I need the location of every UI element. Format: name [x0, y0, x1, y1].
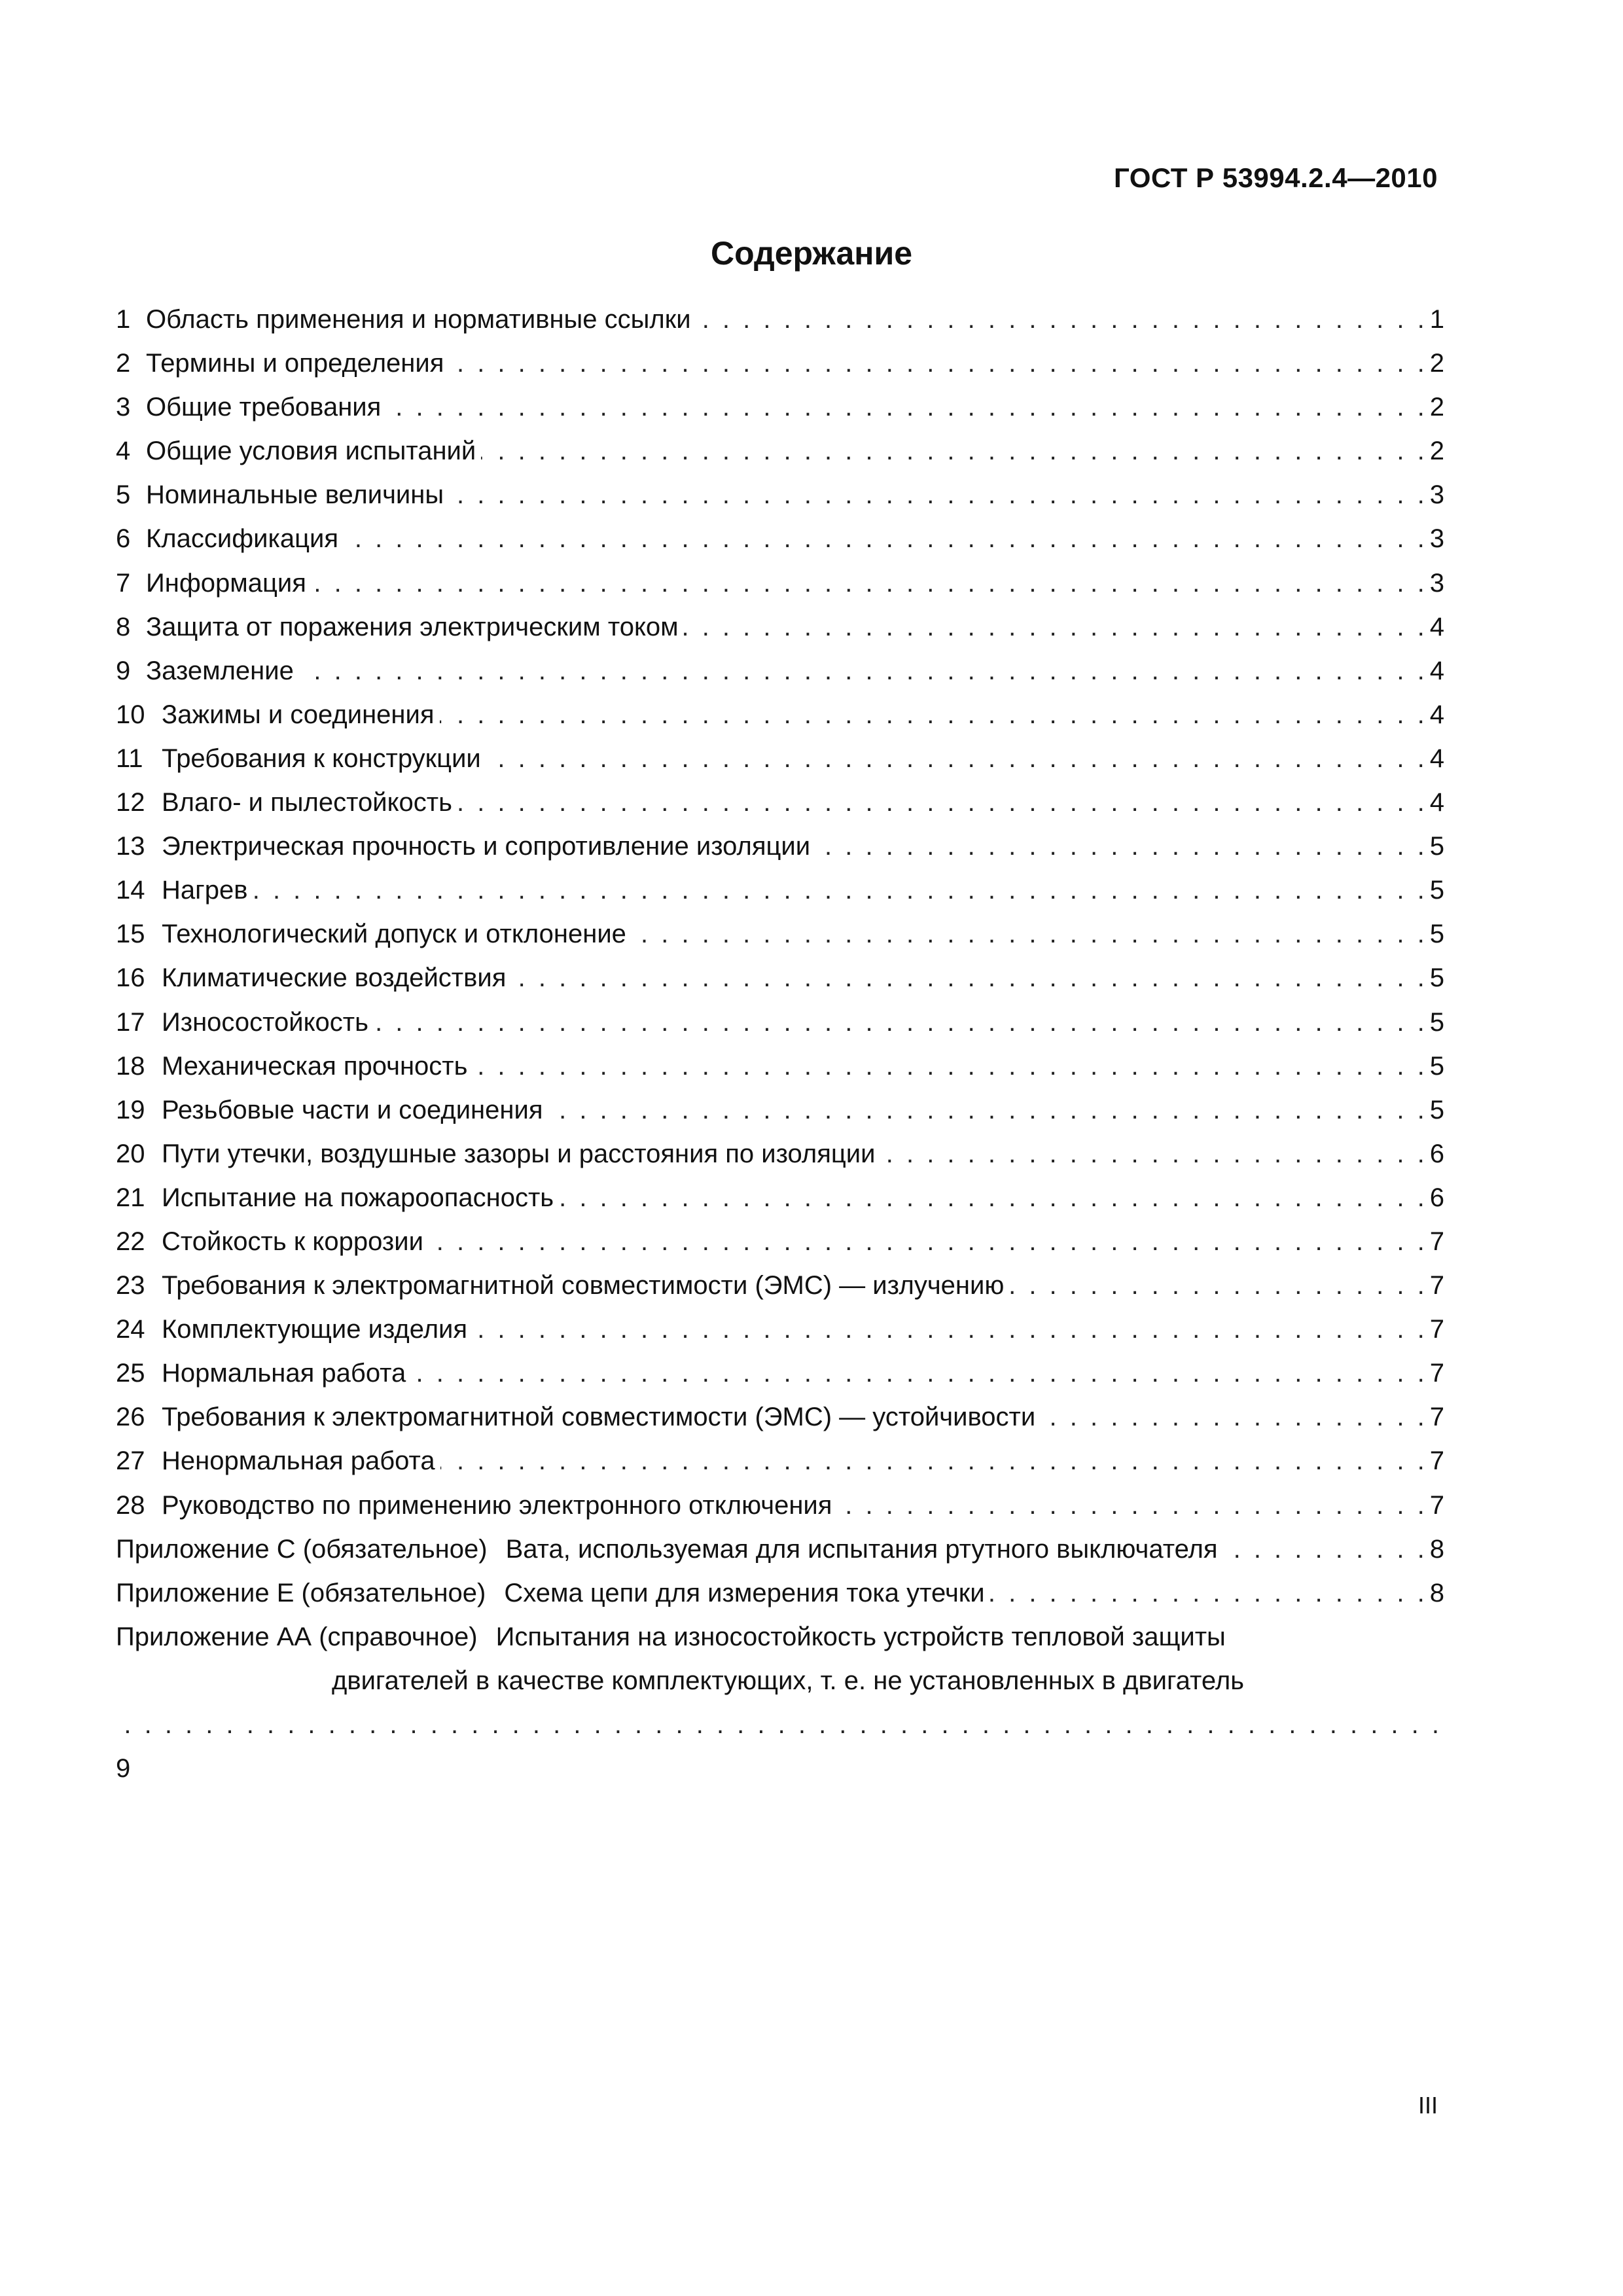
dot-leader: [696, 298, 1425, 342]
entry-title: Климатические воздействия: [162, 963, 507, 993]
entry-number: 21: [116, 1183, 145, 1212]
toc-entry[interactable]: [116, 1352, 1444, 1395]
entry-page: 7: [1429, 1446, 1444, 1476]
entry-page: 9: [116, 1754, 131, 1784]
entry-number: 2: [116, 349, 131, 378]
entry-page: 4: [1429, 612, 1444, 641]
entry-number: 27: [116, 1446, 145, 1476]
entry-title: Требования к конструкции: [162, 744, 481, 773]
dot-leader: [837, 1484, 1424, 1528]
document-code: ГОСТ Р 53994.2.4—2010: [1114, 162, 1438, 193]
entry-page: 8: [1429, 1534, 1444, 1564]
toc-annex-entry[interactable]: [116, 1571, 1444, 1615]
entry-title: Номинальные величины: [146, 480, 444, 510]
entry-title: Механическая прочность: [162, 1051, 468, 1081]
toc-entry[interactable]: [116, 605, 1444, 649]
toc-entry[interactable]: [116, 1264, 1444, 1308]
entry-number: 3: [116, 393, 131, 422]
annex-label: Приложение Е (обязательное): [116, 1578, 486, 1607]
entry-page: 7: [1429, 1490, 1444, 1520]
entry-title: Требования к электромагнитной совместимости (ЭМС) — излучению: [162, 1271, 1005, 1300]
toc-entry[interactable]: [116, 825, 1444, 869]
dot-leader: [449, 342, 1424, 386]
entry-title: Термины и определения: [146, 349, 444, 378]
toc-entry[interactable]: [116, 737, 1444, 781]
entry-page: 2: [1429, 349, 1444, 378]
annex-title: Испытания на износостойкость устройств тепловой защиты: [495, 1622, 1226, 1651]
entry-page: 3: [1429, 568, 1444, 598]
annex-title: Схема цепи для измерения тока утечки: [504, 1578, 985, 1607]
toc-entry[interactable]: [116, 386, 1444, 429]
entry-title: Резьбовые части и соединения: [162, 1095, 543, 1124]
toc-entry[interactable]: [116, 1439, 1444, 1483]
annex-title: Вата, используемая для испытания ртутного выключателя: [505, 1534, 1218, 1564]
entry-title: Общие условия испытаний: [146, 437, 476, 466]
dot-leader: [548, 1088, 1424, 1132]
dot-leader: [449, 473, 1425, 517]
entry-page: 5: [1429, 1007, 1444, 1037]
dot-leader: [457, 781, 1425, 825]
entry-number: 17: [116, 1007, 145, 1037]
entry-number: 24: [116, 1315, 145, 1344]
dot-leader: [299, 649, 1425, 693]
toc-annex-entry[interactable]: [116, 1528, 1444, 1571]
entry-page: 4: [1429, 744, 1444, 773]
entry-page: 4: [1429, 656, 1444, 685]
dot-leader: [511, 956, 1424, 1000]
entry-page: 8: [1429, 1578, 1444, 1607]
entry-page: 1: [1429, 305, 1444, 334]
toc-entry[interactable]: [116, 1132, 1444, 1176]
entry-page: 6: [1429, 1139, 1444, 1168]
entry-title: Область применения и нормативные ссылки: [146, 305, 691, 334]
entry-page: 5: [1429, 876, 1444, 905]
dot-leader: [440, 693, 1425, 737]
entry-number: 10: [116, 700, 145, 729]
toc-entry[interactable]: [116, 693, 1444, 737]
entry-title: Ненормальная работа: [162, 1446, 435, 1476]
dot-leader: [374, 1001, 1425, 1045]
dot-leader: [473, 1045, 1424, 1088]
toc-entry[interactable]: [116, 1484, 1444, 1528]
entry-page: 6: [1429, 1183, 1444, 1212]
entry-page: 5: [1429, 920, 1444, 949]
entry-page: 7: [1429, 1315, 1444, 1344]
dot-leader: [473, 1308, 1425, 1352]
entry-title: Нормальная работа: [162, 1359, 406, 1388]
entry-page: 7: [1429, 1359, 1444, 1388]
toc-entry[interactable]: [116, 869, 1444, 912]
page-number: III: [1418, 2092, 1438, 2119]
entry-number: 28: [116, 1490, 145, 1520]
entry-number: 5: [116, 480, 131, 510]
entry-number: 14: [116, 876, 145, 905]
entry-number: 16: [116, 963, 145, 993]
entry-number: 15: [116, 920, 145, 949]
dot-leader: [429, 1220, 1425, 1264]
dot-leader: [632, 912, 1425, 956]
dot-leader: [486, 737, 1425, 781]
entry-number: 11: [116, 744, 143, 773]
toc-entry[interactable]: [116, 1395, 1444, 1439]
entry-title: Влаго- и пылестойкость: [162, 788, 452, 817]
toc-entry[interactable]: [116, 1308, 1444, 1352]
dot-leader: [684, 605, 1425, 649]
dot-leader: [990, 1571, 1425, 1615]
annex-title-continued: двигателей в качестве комплектующих, т. е. не установленных в двигатель: [332, 1666, 1245, 1695]
toc-entry[interactable]: [116, 781, 1444, 825]
dot-leader: [559, 1176, 1425, 1220]
entry-number: 4: [116, 437, 131, 466]
entry-page: 5: [1429, 832, 1444, 861]
entry-page: 3: [1429, 524, 1444, 554]
toc-annex-entry[interactable]: [116, 1615, 1444, 1784]
dot-leader: [312, 562, 1425, 605]
table-of-contents: [116, 298, 1444, 1784]
toc-entry[interactable]: [116, 342, 1444, 386]
entry-number: 1: [116, 305, 131, 334]
annex-label: Приложение АА (справочное): [116, 1622, 478, 1651]
entry-title: Зажимы и соединения: [162, 700, 435, 729]
entry-title: Руководство по применению электронного отключения: [162, 1490, 832, 1520]
entry-number: 12: [116, 788, 145, 817]
dot-leader: [1223, 1528, 1425, 1571]
entry-title: Технологический допуск и отклонение: [162, 920, 626, 949]
entry-title: Информация: [146, 568, 306, 598]
page-title: Содержание: [710, 235, 913, 272]
entry-number: 9: [116, 656, 131, 685]
entry-page: 5: [1429, 1051, 1444, 1081]
entry-title: Испытание на пожароопасность: [162, 1183, 554, 1212]
entry-number: 26: [116, 1403, 145, 1432]
dot-leader: [880, 1132, 1424, 1176]
toc-entry[interactable]: [116, 517, 1444, 561]
dot-leader: [815, 825, 1425, 869]
entry-page: 7: [1429, 1403, 1444, 1432]
toc-entry[interactable]: [116, 473, 1444, 517]
annex-label: Приложение С (обязательное): [116, 1534, 488, 1564]
entry-title: Классификация: [146, 524, 339, 554]
toc-entry[interactable]: [116, 1045, 1444, 1088]
entry-title: Электрическая прочность и сопротивление изоляции: [162, 832, 811, 861]
toc-entry[interactable]: [116, 1176, 1444, 1220]
entry-page: 7: [1429, 1227, 1444, 1256]
dot-leader: [121, 1703, 1439, 1747]
entry-title: Требования к электромагнитной совместимости (ЭМС) — устойчивости: [162, 1403, 1036, 1432]
entry-title: Комплектующие изделия: [162, 1315, 468, 1344]
entry-title: Заземление: [146, 656, 294, 685]
dot-leader: [1041, 1395, 1425, 1439]
toc-entry[interactable]: [116, 298, 1444, 342]
entry-number: 8: [116, 612, 131, 641]
toc-entry[interactable]: [116, 956, 1444, 1000]
entry-number: 19: [116, 1095, 145, 1124]
dot-leader: [411, 1352, 1424, 1395]
entry-title: Износостойкость: [162, 1007, 368, 1037]
entry-number: 6: [116, 524, 131, 554]
entry-title: Защита от поражения электрическим током: [146, 612, 679, 641]
toc-entry[interactable]: [116, 429, 1444, 473]
entry-title: Стойкость к коррозии: [162, 1227, 423, 1256]
entry-page: 3: [1429, 480, 1444, 510]
entry-number: 18: [116, 1051, 145, 1081]
dot-leader: [481, 429, 1425, 473]
entry-page: 5: [1429, 1095, 1444, 1124]
entry-page: 4: [1429, 788, 1444, 817]
entry-title: Пути утечки, воздушные зазоры и расстояния по изоляции: [162, 1139, 876, 1168]
entry-number: 22: [116, 1227, 145, 1256]
entry-title: Нагрев: [162, 876, 248, 905]
entry-page: 5: [1429, 963, 1444, 993]
toc-entry[interactable]: [116, 912, 1444, 956]
dot-leader: [344, 517, 1425, 561]
toc-entry[interactable]: [116, 562, 1444, 605]
dot-leader: [440, 1439, 1425, 1483]
toc-entry[interactable]: [116, 1220, 1444, 1264]
entry-page: 2: [1429, 437, 1444, 466]
entry-number: 20: [116, 1139, 145, 1168]
entry-page: 4: [1429, 700, 1444, 729]
toc-entry[interactable]: [116, 1088, 1444, 1132]
dot-leader: [253, 869, 1424, 912]
toc-entry[interactable]: [116, 1001, 1444, 1045]
dot-leader: [386, 386, 1424, 429]
entry-page: 2: [1429, 393, 1444, 422]
entry-number: 13: [116, 832, 145, 861]
toc-entry[interactable]: [116, 649, 1444, 693]
entry-title: Общие требования: [146, 393, 382, 422]
dot-leader: [1009, 1264, 1424, 1308]
entry-number: 23: [116, 1271, 145, 1300]
entry-number: 25: [116, 1359, 145, 1388]
entry-number: 7: [116, 568, 131, 598]
entry-page: 7: [1429, 1271, 1444, 1300]
